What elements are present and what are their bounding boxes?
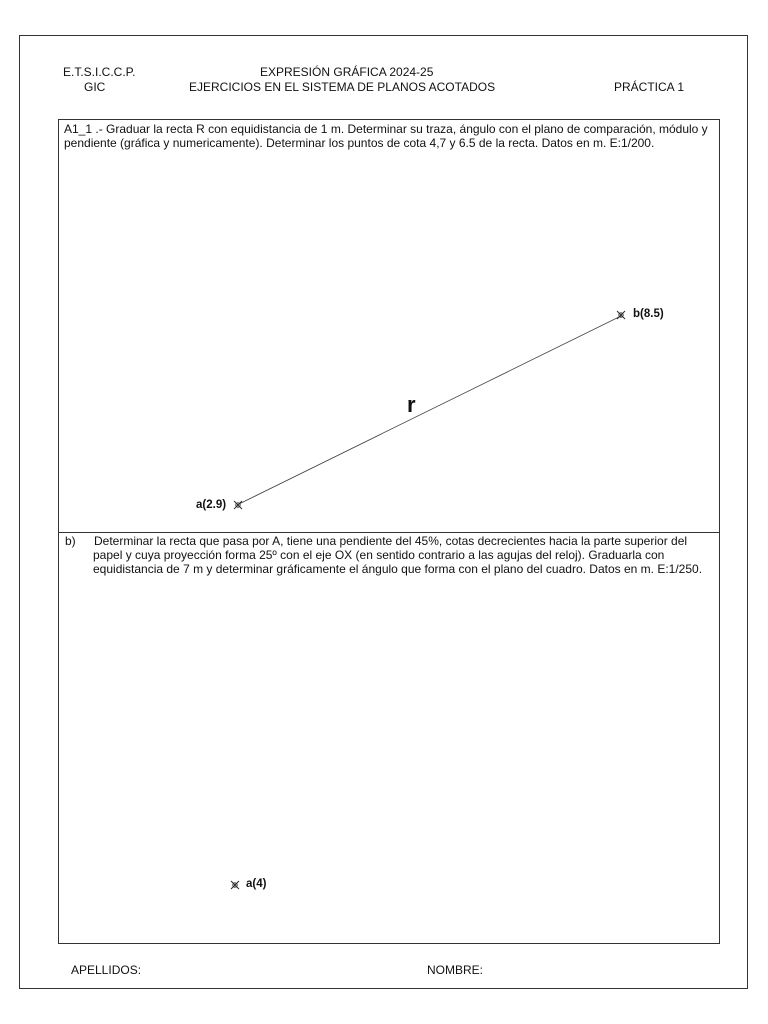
exercise-a-statement: A1_1 .- Graduar la recta R con equidistancia de 1 m. Determinar su traza, ángulo con el plano de comparación, módulo y pendiente (gráfica y numericamente). Determinar los puntos de cota 4,7 y 6.5 de la recta. Datos en m. E:1/200.: [64, 122, 708, 150]
practice-number: PRÁCTICA 1: [614, 80, 685, 94]
name-label: NOMBRE:: [427, 963, 484, 977]
point-a-label: a(2.9): [196, 499, 227, 511]
point-b-label: b(8.5): [633, 308, 664, 320]
point-b-marker: [617, 311, 625, 319]
surname-label: APELLIDOS:: [71, 963, 142, 977]
school-name: E.T.S.I.C.C.P.: [63, 65, 136, 79]
point-a-exercise-b-label: a(4): [246, 878, 267, 890]
line-r-label: r: [407, 392, 416, 417]
course-title: EXPRESIÓN GRÁFICA 2024-25: [260, 65, 434, 79]
point-a-exercise-b-marker: [231, 881, 239, 889]
exercise-b-statement: Determinar la recta que pasa por A, tiene una pendiente del 45%, cotas decrecientes hacia la parte superior del papel y cuya proyección forma 25º con el eje OX (en sentido contrario a las agujas del reloj). Graduarla con equidistancia de 7 m y determinar gráficamente el ángulo que forma con el plano del cuadro. Datos en m. E:1/250.: [93, 534, 703, 576]
line-r: [239, 316, 621, 504]
exercise-b-marker: b): [65, 534, 76, 548]
point-a-marker: [234, 501, 242, 509]
degree-name: GIC: [84, 80, 106, 94]
sheet-subtitle: EJERCICIOS EN EL SISTEMA DE PLANOS ACOTADOS: [189, 80, 496, 94]
